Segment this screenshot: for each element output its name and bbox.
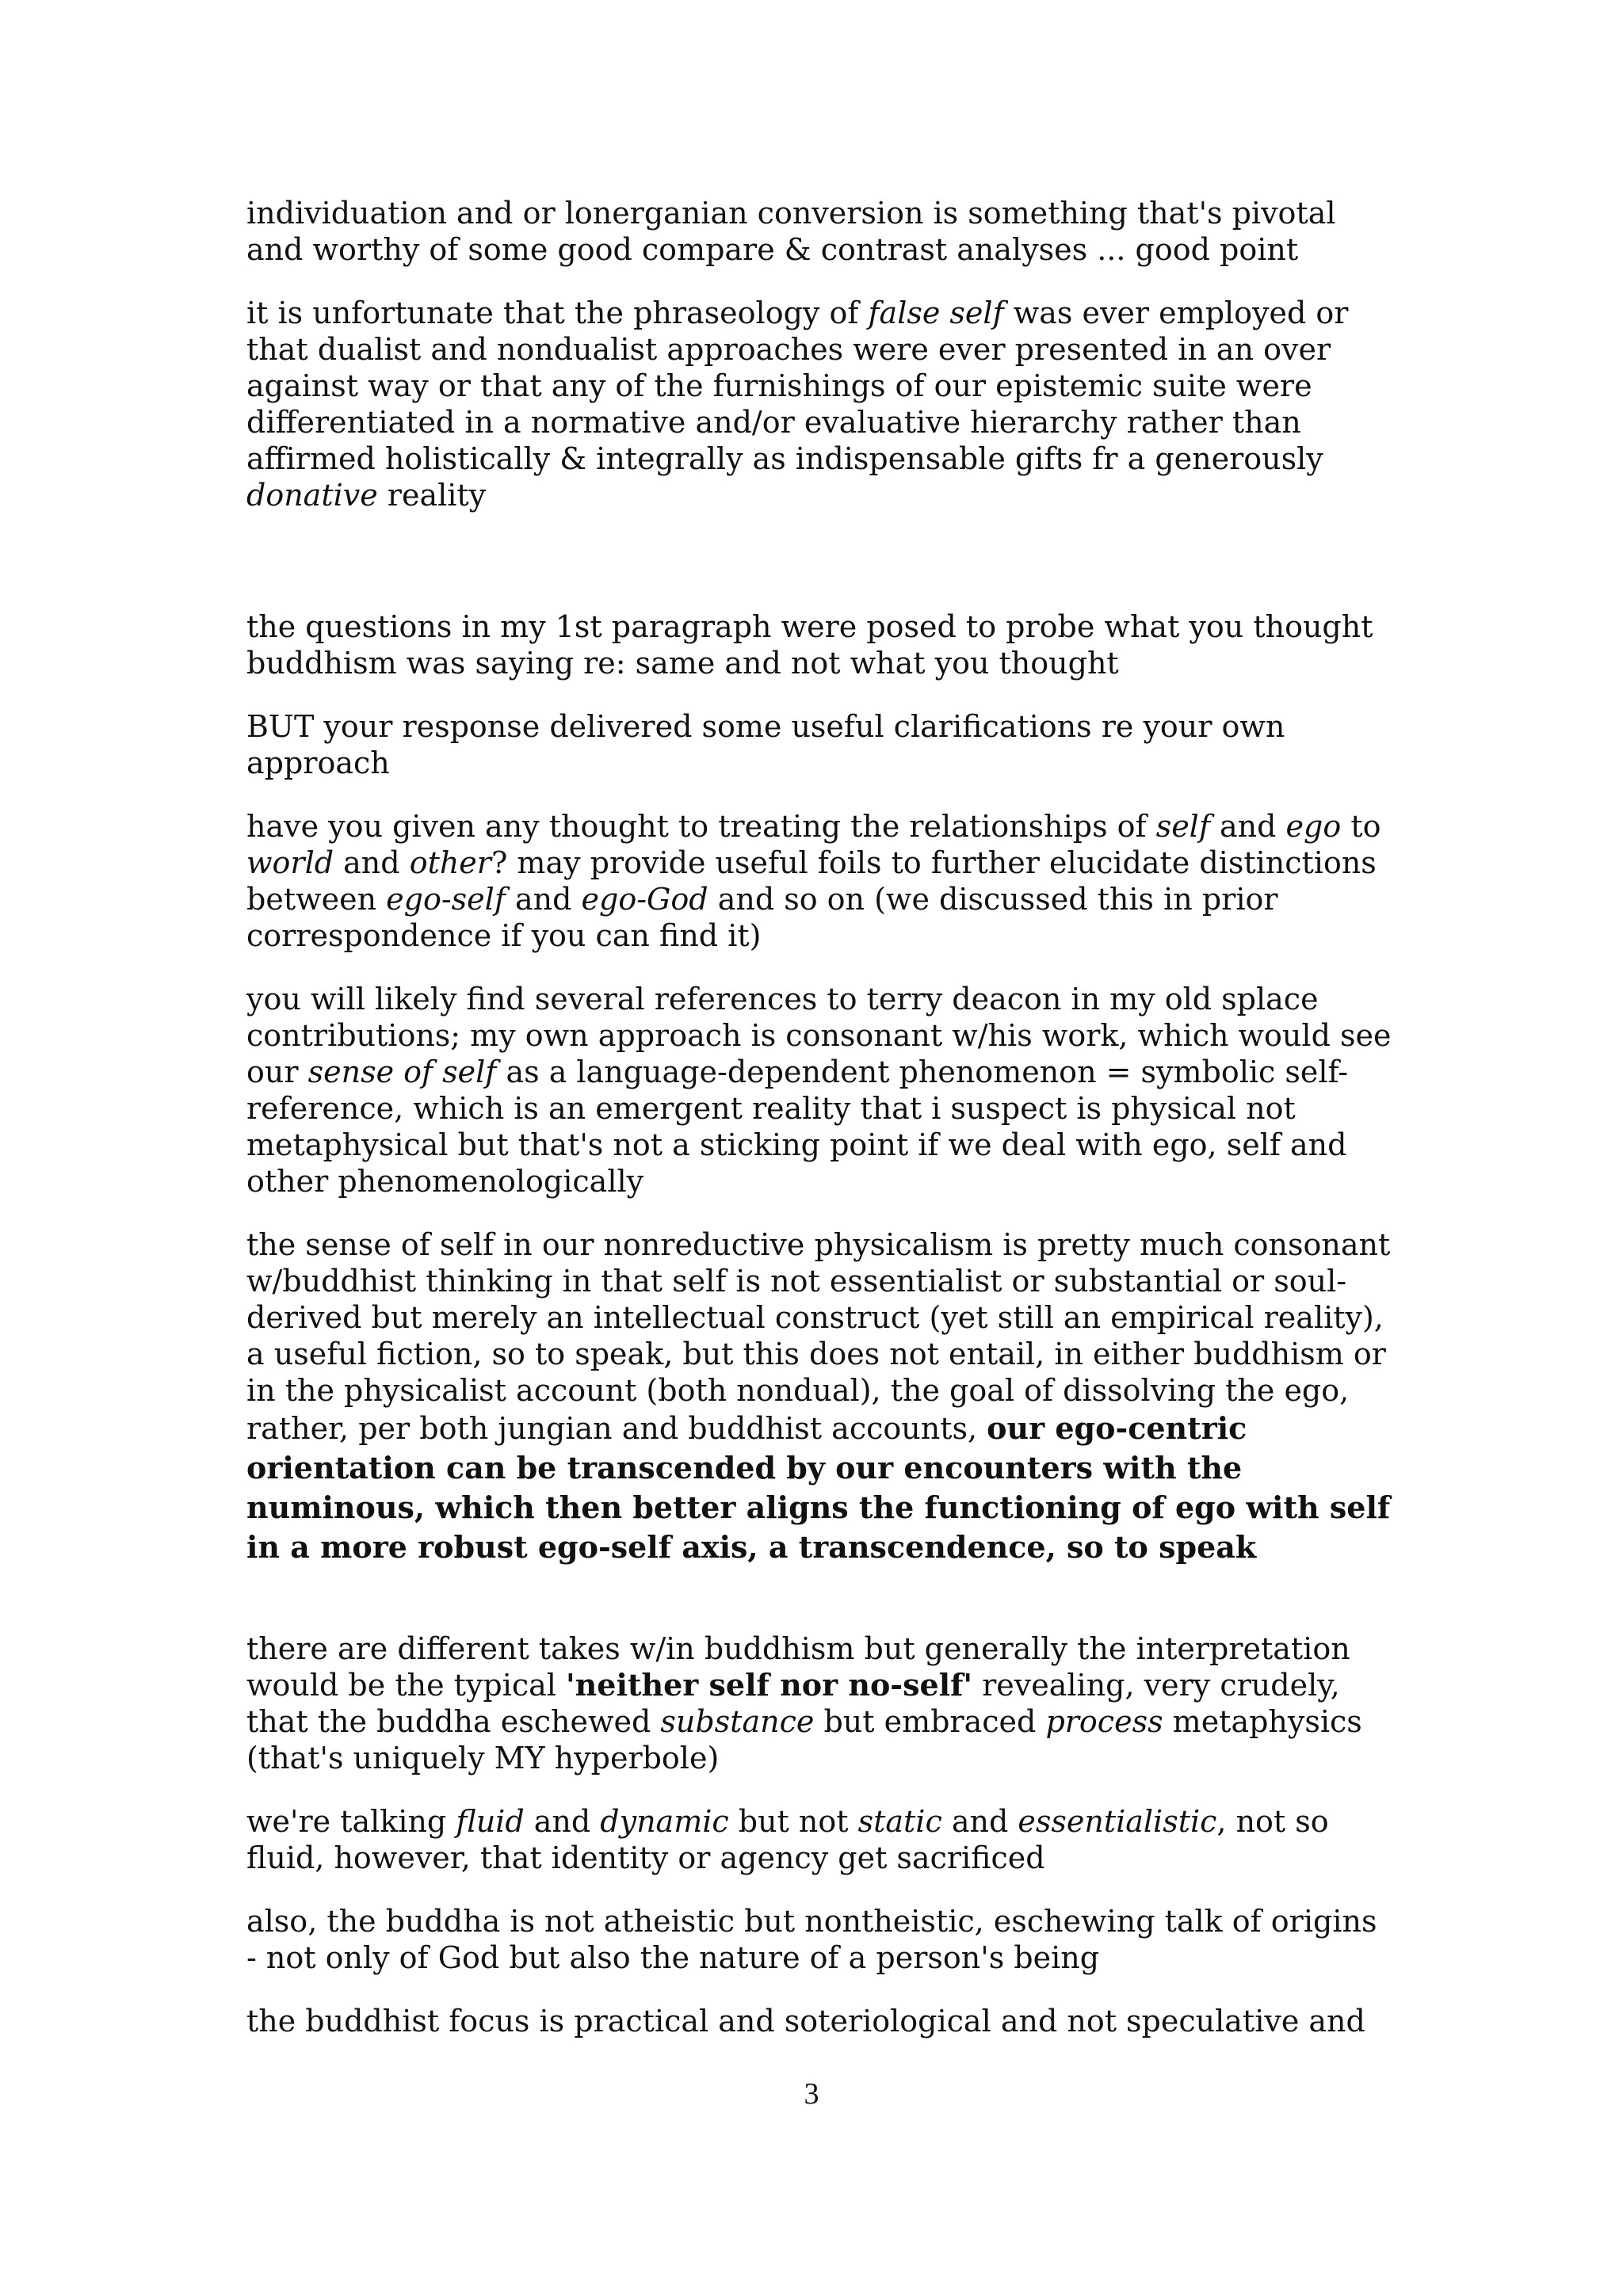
paragraph bbox=[246, 1803, 1396, 1876]
italic-text: ego bbox=[1285, 809, 1342, 844]
italic-text: ego-self bbox=[386, 882, 506, 917]
text-run: reality bbox=[377, 478, 487, 513]
italic-text: static bbox=[857, 1804, 942, 1839]
paragraph: individuation and or lonerganian conversion is something that's pivotal and worthy of some good compare & contrast analyses ... good point bbox=[246, 196, 1336, 267]
text-run: it is unfortunate that the phraseology of bbox=[246, 296, 869, 330]
text-run: and bbox=[524, 1804, 601, 1839]
italic-text: other bbox=[409, 845, 491, 880]
text-run: the sense of self in our nonreductive physicalism is pretty much consonant w/buddhist thinking in that self is not essentialist or substantial or soul-derived but merely an intellectual construct (yet still an empirical reality), a useful fiction, so to speak, but this does not entail, in either buddhism or in the physicalist account (both nondual), the goal of dissolving the ego, rather, per both jungian and buddhist accounts, bbox=[246, 1227, 1391, 1446]
paragraph: the buddhist focus is practical and soteriological and not speculative and bbox=[246, 2004, 1365, 2039]
text-run: have you given any thought to treating the relationships of bbox=[246, 809, 1156, 844]
paragraph: BUT your response delivered some useful clarifications re your own approach bbox=[246, 709, 1285, 780]
text-run: and so on (we discussed this in prior correspondence if you can find it) bbox=[246, 882, 1278, 953]
italic-text: world bbox=[246, 845, 334, 880]
italic-text: false self bbox=[868, 296, 1004, 330]
paragraph: the questions in my 1st paragraph were posed to probe what you thought buddhism was saying re: same and not what you thought bbox=[246, 609, 1373, 681]
paragraph bbox=[246, 1630, 1396, 1776]
paragraph bbox=[246, 295, 1396, 513]
text-run: but not bbox=[728, 1804, 858, 1839]
text-run: revealing, very crudely, that the buddha eschewed bbox=[246, 1668, 1340, 1739]
bold-text: our ego-centric orientation can be transcended by our encounters with the numinous, which then better aligns the functioning of ego with self in a more robust ego-self axis, a transcendence, so to speak bbox=[246, 1410, 1391, 1565]
text-run: and bbox=[941, 1804, 1018, 1839]
text-run: , not so fluid, however, that identity or agency get sacrificed bbox=[246, 1804, 1329, 1875]
text-run: and bbox=[334, 845, 410, 880]
text-run: and bbox=[505, 882, 582, 917]
italic-text: self bbox=[1155, 809, 1210, 844]
italic-text: substance bbox=[660, 1704, 815, 1739]
paragraph bbox=[246, 808, 1396, 954]
text-run: was ever employed or that dualist and nondualist approaches were ever presented in an over against way or that any of the furnishings of our epistemic suite were differentiated in a normative and/or evaluative hierarchy rather than affirmed holistically & integrally as indispensable gifts fr a generously bbox=[246, 296, 1349, 476]
text-run: as a language-dependent phenomenon = symbolic self-reference, which is an emergent reality that i suspect is physical not metaphysical but that's not a sticking point if we deal with ego, self and other phenomenologically bbox=[246, 1055, 1349, 1199]
text-run: we're talking bbox=[246, 1804, 456, 1839]
paragraph: also, the buddha is not atheistic but nontheistic, eschewing talk of origins - not only of God but also the nature of a person's being bbox=[246, 1904, 1377, 1975]
paragraph bbox=[246, 1226, 1396, 1567]
text-run: to bbox=[1341, 809, 1381, 844]
document-body bbox=[246, 195, 1396, 2066]
text-run: there are different takes w/in buddhism but generally the interpretation would be the typical bbox=[246, 1631, 1350, 1703]
page-number: 3 bbox=[804, 2077, 819, 2111]
italic-text: ego-God bbox=[581, 882, 708, 917]
italic-text: process bbox=[1045, 1704, 1163, 1739]
italic-text: sense of self bbox=[307, 1055, 497, 1089]
italic-text: fluid bbox=[456, 1804, 525, 1839]
bold-text: 'neither self nor no-self' bbox=[566, 1667, 973, 1703]
italic-text: donative bbox=[246, 478, 378, 513]
text-run: ? may provide useful foils to further elucidate distinctions between bbox=[246, 845, 1377, 917]
italic-text: dynamic bbox=[600, 1804, 729, 1839]
italic-text: essentialistic bbox=[1018, 1804, 1217, 1839]
text-run: and bbox=[1209, 809, 1286, 844]
text-run: metaphysics (that's uniquely MY hyperbole) bbox=[246, 1704, 1362, 1775]
paragraph bbox=[246, 981, 1396, 1199]
text-run: but embraced bbox=[814, 1704, 1046, 1739]
text-run: you will likely find several references to terry deacon in my old splace contributions; my own approach is consonant w/his work, which would see our bbox=[246, 982, 1392, 1089]
